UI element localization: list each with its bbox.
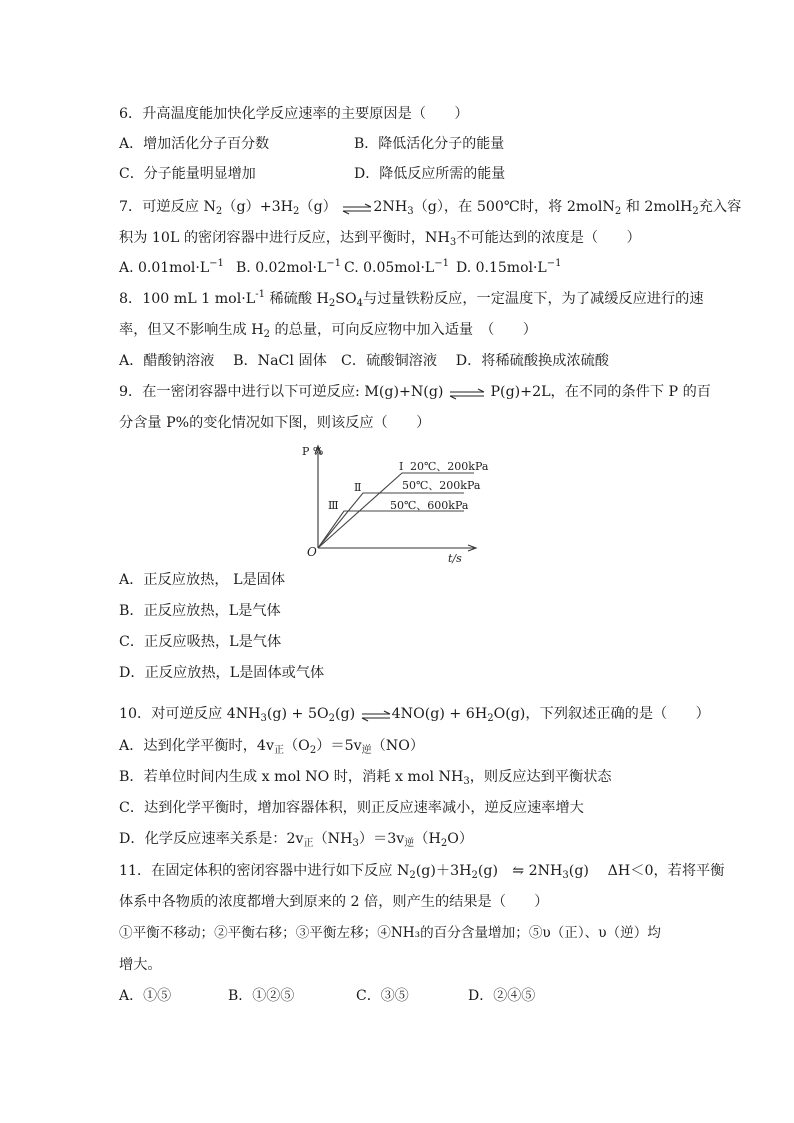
legend-condition-III: 50℃、600kPa: [390, 499, 469, 512]
x-axis-label: t/s: [448, 552, 462, 564]
legend-condition-II: 50℃、200kPa: [402, 479, 481, 492]
q8-stem-line1: 8．100 mL 1 $mol\cdot L^{-1}$ 稀硫酸 $H_2SO_4$与过量铁粉反应，一定温度下，为了减缓反应进行的速: [119, 289, 704, 309]
q10-stem: 10．对可逆反应 $4NH_3(g) + 5O_2(g) 4NO(g) + 6H_2O(g)$，下列叙述正确的是（ ）: [119, 706, 710, 724]
q11-option-d: D．②④⑤: [468, 988, 536, 1004]
q8-options: A．醋酸钠溶液 B．NaCl 固体 C．硫酸铜溶液 D．将稀硫酸换成浓硫酸: [119, 353, 609, 369]
q9-stem-line2: 分含量 P%的变化情况如下图，则该反应（ ）: [119, 415, 431, 431]
q7-option-c: C. $0.05mol\cdot L^{-1}$: [344, 258, 449, 276]
q9-option-a: A．正反应放热， L是固体: [119, 572, 286, 588]
q6-option-b: B．降低活化分子的能量: [354, 136, 505, 152]
q9-option-c: C．正反应吸热，L是气体: [119, 634, 282, 650]
equilibrium-arrow-icon: [360, 708, 392, 720]
q6-option-c: C．分子能量明显增加: [119, 166, 256, 182]
q11-option-a: A．①⑤: [119, 988, 172, 1004]
q6-option-a: A．增加活化分子百分数: [119, 136, 270, 152]
equilibrium-arrow-icon: [341, 201, 373, 213]
y-axis-label: P %: [302, 445, 324, 458]
q11-option-b: B．①②⑤: [228, 988, 295, 1004]
series-label-III: Ⅲ: [328, 499, 339, 512]
legend-condition-I: 20℃、200kPa: [410, 460, 489, 473]
q7-stem-line2: 积为 10L 的密闭容器中进行反应，达到平衡时，$NH_3$不可能达到的浓度是（ ）: [119, 230, 641, 248]
q11-stem-line2: 体系中各物质的浓度都增大到原来的 2 倍，则产生的结果是（ ）: [119, 894, 549, 910]
q6-option-d: D．降低反应所需的能量: [354, 166, 506, 182]
equilibrium-arrow-icon: [448, 386, 486, 398]
q9-option-d: D．正反应放热，L是固体或气体: [119, 665, 325, 681]
q7-option-b: B. $0.02mol\cdot L^{-1}$: [236, 258, 342, 276]
q9-stem-line1: 9．在一密闭容器中进行以下可逆反应: M(g)+N(g) P(g)+2L，在不同的条件下 P 的百: [119, 384, 711, 400]
series-label-II: Ⅱ: [354, 481, 362, 494]
q6-stem: 6．升高温度能加快化学反应速率的主要原因是（ ）: [119, 106, 469, 122]
q11-statements-line1: ①平衡不移动；②平衡右移；③平衡左移；④NH₃的百分含量增加；⑤υ（正）、υ（逆）均: [119, 925, 661, 941]
q7-option-a: A. $0.01mol\cdot L^{-1}$: [119, 258, 224, 276]
q10-option-c: C．达到化学平衡时，增加容器体积，则正反应速率减小，逆反应速率增大: [119, 800, 584, 816]
origin-label: O: [307, 545, 317, 559]
q10-option-b: B．若单位时间内生成 x mol NO 时，消耗 x mol $NH_3$，则反应达到平衡状态: [119, 769, 612, 787]
series-label-I: Ⅰ: [399, 460, 404, 473]
series-curve-III: [318, 511, 464, 548]
q7-option-d: D. $0.15mol\cdot L^{-1}$: [456, 258, 562, 276]
q8-stem-line2: 率，但又不影响生成 $H_2$ 的总量，可向反应物中加入适量 （ ）: [119, 322, 537, 340]
q11-stem-line1: 11．在固定体积的密闭容器中进行如下反应 $N_2(g)+3H_2(g)$ ⇋ $2NH_3(g)$ ΔH＜0，若将平衡: [119, 863, 725, 881]
q11-statements-line2: 增大。: [119, 957, 162, 973]
q7-stem-line1: 7．可逆反应 $N_2(g)+3H_2(g)$ $2NH_3(g)$，在 500℃时，将 2molN$_2$ 和 2molH$_2$充入容: [119, 199, 742, 217]
q11-option-c: C．③⑤: [356, 988, 409, 1004]
q10-option-a: A．达到化学平衡时，$4v_正(O_2)=5v_逆(NO)$: [119, 738, 425, 756]
q9-option-b: B．正反应放热，L是气体: [119, 603, 281, 619]
q10-option-d: D．化学反应速率关系是：$2v_正(NH_3)=3v_逆(H_2O)$: [119, 831, 474, 849]
p-percent-time-chart: [298, 438, 498, 564]
